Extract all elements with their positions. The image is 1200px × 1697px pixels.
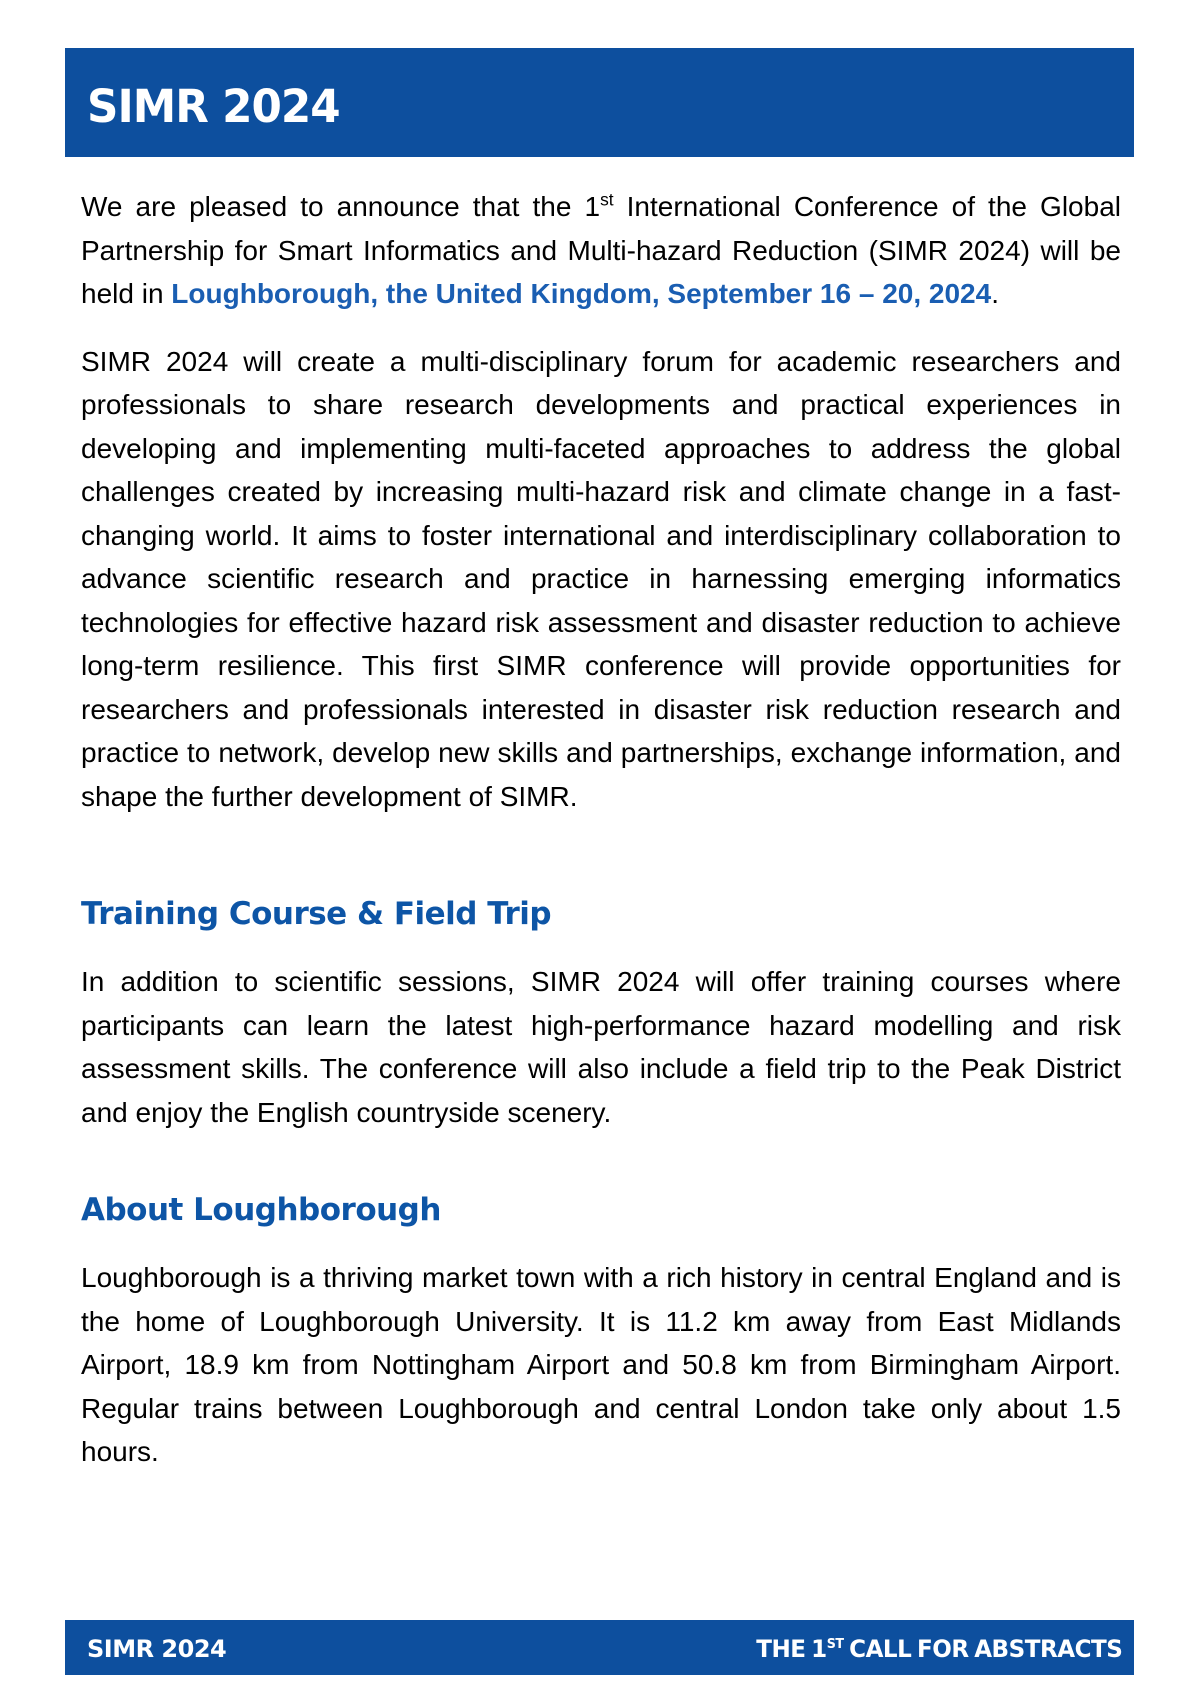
- header-bar: [65, 48, 1134, 157]
- footer-left-text: SIMR 2024: [87, 1634, 227, 1663]
- footer-right-after-superscript: CALL FOR ABSTRACTS: [843, 1634, 1122, 1663]
- intro-text-before-superscript: We are pleased to announce that the 1: [81, 191, 601, 222]
- about-loughborough-paragraph: Loughborough is a thriving market town with a rich history in central England and is the home of Loughborough University. It is 11.2 km away from East Midlands Airport, 18.9 km from Nottingham Airport and 50.8 km from Birmingham Airport. Regular trains between Loughborough and central London take only about 1.5 hours.: [81, 1262, 1121, 1467]
- conference-location-date-highlight: Loughborough, the United Kingdom, September 16 – 20, 2024: [171, 278, 992, 309]
- intro-text-middle: International Conference of the Global Partnership for Smart Informatics and Multi-hazard Reduction (SIMR 2024) will be held in: [81, 191, 1121, 309]
- intro-paragraph: [81, 185, 1121, 316]
- about-simr-paragraph: SIMR 2024 will create a multi-disciplinary forum for academic researchers and professionals to share research developments and practical experiences in developing and implementing multi-faceted approaches to address the global challenges created by increasing multi-hazard risk and climate change in a fast-changing world. It aims to foster international and interdisciplinary collaboration to advance scientific research and practice in harnessing emerging informatics technologies for effective hazard risk assessment and disaster reduction to achieve long-term resilience. This first SIMR conference will provide opportunities for researchers and professionals interested in disaster risk reduction research and practice to network, develop new skills and partnerships, exchange information, and shape the further development of SIMR.: [81, 345, 1121, 812]
- footer-ordinal-superscript: ST: [826, 1636, 844, 1652]
- footer-right-before-superscript: THE 1: [755, 1634, 827, 1663]
- document-content: [73, 157, 1129, 1474]
- intro-text-end: .: [991, 278, 999, 309]
- footer-bar: [65, 1620, 1134, 1675]
- training-course-paragraph: In addition to scientific sessions, SIMR 2024 will offer training courses where participants can learn the latest high-performance hazard modelling and risk assessment skills. The conference will also include a field trip to the Peak District and enjoy the English countryside scenery.: [81, 966, 1121, 1128]
- footer-right-text: [756, 1635, 1122, 1663]
- section-heading-training-course-field-trip: Training Course & Field Trip: [81, 896, 552, 932]
- ordinal-superscript: st: [600, 189, 614, 210]
- page-title: SIMR 2024: [87, 80, 340, 133]
- section-heading-about-loughborough: About Loughborough: [81, 1192, 441, 1228]
